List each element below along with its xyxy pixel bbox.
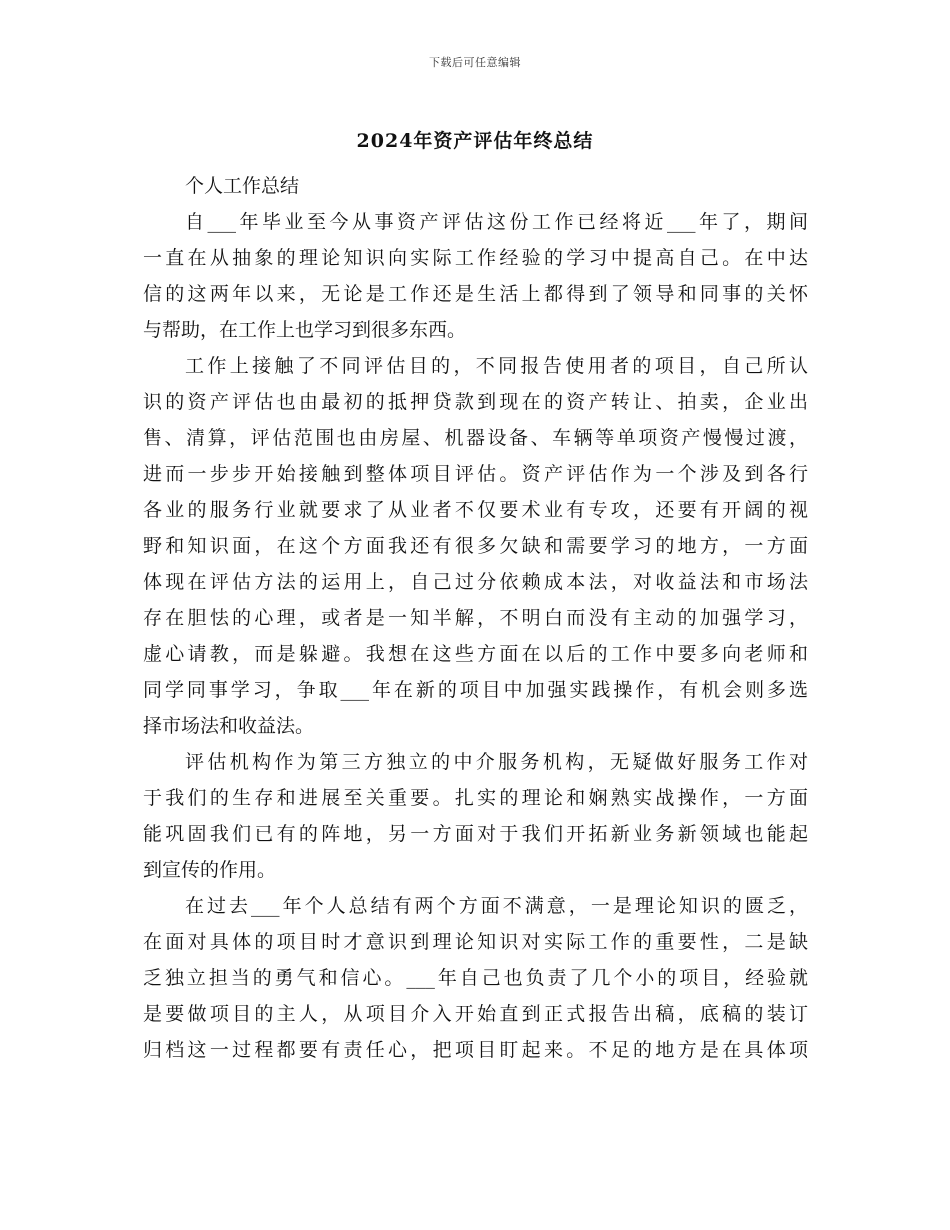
paragraph-line: 各业的服务行业就要求了从业者不仅要术业有专攻，还要有开阔的视	[143, 499, 808, 521]
paragraph-line: 信的这两年以来，无论是工作还是生活上都得到了领导和同事的关怀	[143, 283, 808, 305]
paragraph-line: 能巩固我们已有的阵地，另一方面对于我们开拓新业务新领域也能起	[143, 823, 808, 845]
page-header: 下载后可任意编辑	[429, 56, 521, 69]
paragraph-line: 乏独立担当的勇气和信心。___年自己也负责了几个小的项目，经验就	[143, 967, 808, 989]
paragraph-line: 到宣传的作用。	[143, 859, 277, 881]
paragraph-line: 工作上接触了不同评估目的，不同报告使用者的项目，自己所认	[185, 355, 808, 377]
paragraph-line: 在面对具体的项目时才意识到理论知识对实际工作的重要性，二是缺	[143, 931, 808, 953]
paragraph-line: 体现在评估方法的运用上，自己过分依赖成本法，对收益法和市场法	[143, 571, 808, 593]
paragraph-line: 存在胆怯的心理，或者是一知半解，不明白而没有主动的加强学习，	[143, 607, 808, 629]
paragraph-line: 自___年毕业至今从事资产评估这份工作已经将近___年了，期间	[185, 211, 808, 233]
paragraph-line: 是要做项目的主人，从项目介入开始直到正式报告出稿，底稿的装订	[143, 1003, 808, 1025]
paragraph	[143, 204, 808, 348]
paragraph-line: 一直在从抽象的理论知识向实际工作经验的学习中提高自己。在中达	[143, 247, 808, 269]
paragraph	[143, 348, 808, 744]
paragraph-line: 识的资产评估也由最初的抵押贷款到现在的资产转让、拍卖，企业出	[143, 391, 808, 413]
paragraph-line: 售、清算，评估范围也由房屋、机器设备、车辆等单项资产慢慢过渡，	[143, 427, 808, 449]
paragraph-line: 与帮助，在工作上也学习到很多东西。	[143, 319, 467, 341]
paragraph-line: 进而一步步开始接触到整体项目评估。资产评估作为一个涉及到各行	[143, 463, 808, 485]
document-title: 2024年资产评估年终总结	[356, 130, 594, 152]
paragraph-line: 虚心请教，而是躲避。我想在这些方面在以后的工作中要多向老师和	[143, 643, 808, 665]
paragraph-line: 同学同事学习，争取___年在新的项目中加强实践操作，有机会则多选	[143, 679, 808, 701]
section-heading: 个人工作总结	[185, 175, 300, 197]
paragraph-line: 野和知识面，在这个方面我还有很多欠缺和需要学习的地方，一方面	[143, 535, 808, 557]
paragraph-line: 于我们的生存和进展至关重要。扎实的理论和娴熟实战操作，一方面	[143, 787, 808, 809]
paragraph	[143, 168, 808, 204]
paragraph-line: 择市场法和收益法。	[143, 715, 315, 737]
document-body	[143, 168, 808, 1068]
paragraph-line: 评估机构作为第三方独立的中介服务机构，无疑做好服务工作对	[185, 751, 808, 773]
paragraph	[143, 744, 808, 888]
paragraph-line: 在过去___年个人总结有两个方面不满意，一是理论知识的匮乏，	[185, 895, 808, 917]
paragraph	[143, 888, 808, 1068]
paragraph-line: 归档这一过程都要有责任心，把项目盯起来。不足的地方是在具体项	[143, 1039, 808, 1061]
